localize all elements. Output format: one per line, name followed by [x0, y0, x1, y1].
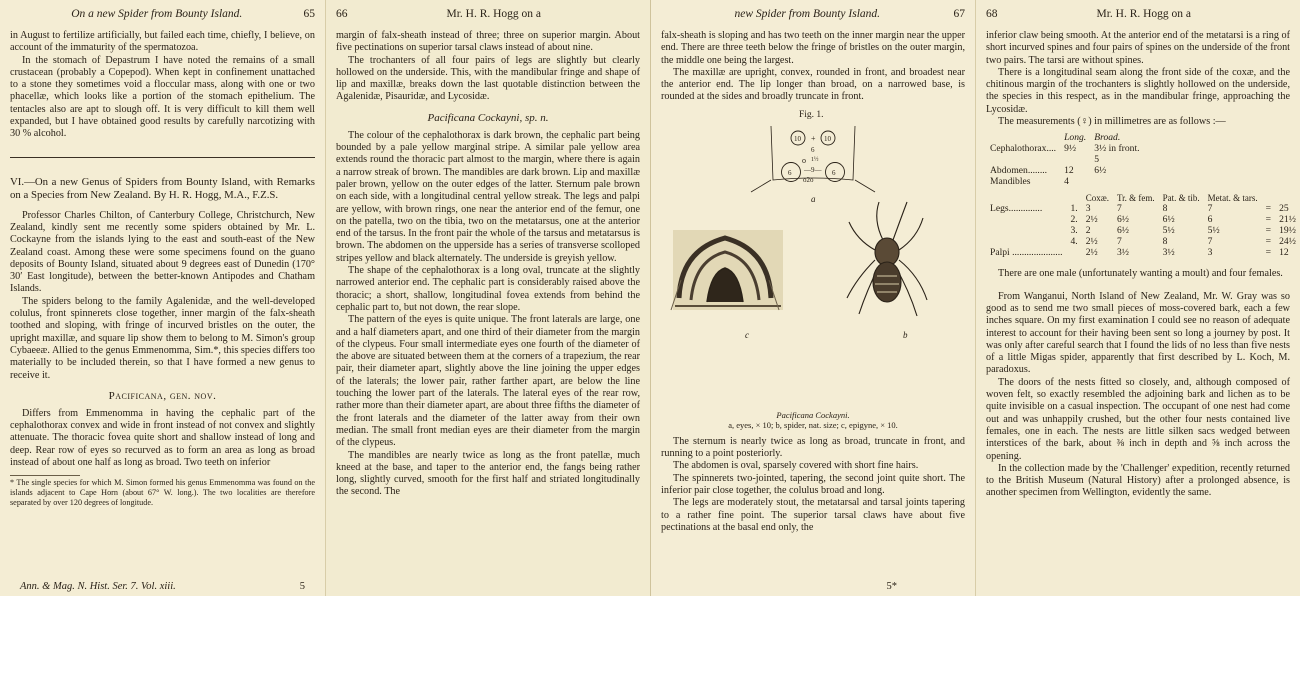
cell: 5½	[1162, 225, 1175, 237]
cell: 2	[1085, 225, 1091, 237]
table-row	[986, 214, 1300, 225]
row-label: Legs..............	[990, 203, 1043, 215]
body-text	[661, 30, 965, 104]
page-number: 67	[953, 8, 965, 20]
paragraph: Differs from Emmenomma in having the cephalic part of the cephalothorax convex and wide in front instead of not convex and slightly attenuate. The thoracic fovea quite short and shallow instead of long and deep. Rear row of eyes so recurved as to form an area as long as broad instead of about one half as long as broad. Two teeth on inferior	[10, 407, 315, 469]
label-a: a	[811, 193, 816, 204]
running-head	[986, 8, 1290, 22]
cell: 4	[1064, 176, 1069, 188]
signature-mark: 5*	[886, 581, 897, 592]
running-head-title: On a new Spider from Bounty Island.	[71, 8, 243, 20]
figure-1	[661, 110, 965, 410]
footer-journal: Ann. & Mag. N. Hist. Ser. 7. Vol. xiii.	[20, 581, 176, 592]
bottom-margin	[0, 596, 1300, 684]
measurements-body-table	[986, 132, 1144, 187]
paragraph: There is a longitudinal seam along the front side of the coxæ, and the chitinous margin of the trochanters is slightly hollowed on the underside, the species in this respect, as in the mandibular fringe, approaching the Lycosidæ.	[986, 66, 1290, 115]
epigyne-drawing	[671, 230, 783, 310]
cell: 3½	[1116, 247, 1129, 259]
paragraph: The legs are moderately stout, the metatarsal and tarsal joints tapering to a rather fine point. The superior tarsal claws have about five pectinations at the basal end only, the	[661, 497, 965, 533]
table-row	[986, 143, 1144, 154]
svg-text:6: 6	[811, 145, 815, 154]
section-divider	[10, 157, 315, 158]
page-number: 68	[986, 8, 998, 20]
paragraph: The pattern of the eyes is quite unique. The front laterals are large, one and a half diameters apart, and one third of their diameter from the margin of the clypeus. Four small intermediate eyes one fourth of the diameter of the above are situated between them at the corners of a trapezium, the rear pair, their diameter apart, slightly above the line joining the upper edges of the laterals; the lower pair, rather farther apart, are below the line touching the lower part of the laterals. The lateral eyes of the rear row, rather more than their diameter apart, are about three fifths the diameter of the front laterals and the diameter of the latter away from their own median. The small front median eyes are their diameter from the margin of the clypeus.	[336, 314, 640, 449]
label-c: c	[745, 329, 749, 340]
table-row	[986, 225, 1300, 236]
row-label: Mandibles	[990, 176, 1031, 188]
cell: 12	[1279, 247, 1289, 259]
running-head	[10, 8, 315, 22]
header-broad: Broad.	[1094, 132, 1121, 144]
svg-text:10: 10	[794, 134, 801, 143]
cell: 7	[1207, 236, 1213, 248]
paragraph: The doors of the nests fitted so closely, and, although composed of woven felt, so exactly resembled the adjoining bark and lichen as to be quite invisible on a casual inspection. The occupant of one nest had come out and was unhappily crushed, but the other four nests contained live females, one in each. The nests are little silken sacs wedged between interstices of the bark, about ⅜ inch in depth and ⅝ inch across the opening.	[986, 376, 1290, 462]
column-header: Pat. & tib.	[1162, 193, 1200, 204]
svg-text:o: o	[802, 155, 806, 165]
page-number: 66	[336, 8, 348, 20]
body-text	[986, 30, 1290, 128]
paragraph: inferior claw being smooth. At the anterior end of the metatarsi is a ring of short incurved spines and four pairs of spines on the underside of the front two pairs. The tarsi are without spines.	[986, 30, 1290, 66]
figure-caption-name: Pacificana Cockayni.	[776, 409, 850, 420]
figure-illustration	[661, 110, 966, 410]
genus-heading: Pacificana, gen. nov.	[108, 389, 217, 402]
paragraph: The trochanters of all four pairs of legs are slightly but clearly hollowed on the underside. This, with the mandibular fringe and shape of lip and maxillæ, breaks down the last quotable distinction between the Agalenidæ, Pisauridæ, and Lycosidæ.	[336, 54, 640, 103]
header-long: Long.	[1064, 132, 1087, 144]
cell: 5	[1094, 154, 1099, 166]
cell: 2½	[1085, 236, 1098, 248]
cell: 12	[1064, 165, 1074, 177]
column-header: Metat. & tars.	[1207, 193, 1258, 204]
cell: 8	[1162, 236, 1168, 248]
paragraph: The sternum is nearly twice as long as broad, truncate in front, and running to a point posteriorly.	[661, 435, 965, 460]
paragraph: The colour of the cephalothorax is dark brown, the cephalic part being bounded by a pale yellow marginal stripe. A similar pale yellow area extends round the thoracic part almost to the margin, where there is again a narrow streak of brown. The mandibles are dark brown. Lip and maxillæ paler brown, yellow on the outer edges of the latter. Sternum pale brown on each side, with a longitudinal central yellow streak. The legs and palpi are yellow, with brown rings, one near the anterior end of the femur, one on the patella, two on the tibia, two on the metatarsus, one at the anterior end of the tarsus. In the front pair the whole of the tarsus and metatarsus is brown. The abdomen on the upperside has a series of transverse scolloped stripes yellow and black alternately. The underside is greyish yellow.	[336, 129, 640, 264]
paragraph: margin of falx-sheath instead of three; three on superior margin. About five pectinations on superior tarsal claws instead of about nine.	[336, 30, 640, 54]
measurements-legs-table	[986, 193, 1300, 258]
cell: 7	[1207, 203, 1213, 215]
page-67	[650, 0, 975, 596]
svg-text:—9—: —9—	[804, 165, 822, 174]
cell: 19½	[1279, 225, 1296, 237]
running-head-title: Mr. H. R. Hogg on a	[446, 8, 542, 20]
svg-text:o2o: o2o	[803, 175, 814, 184]
paragraph: The spiders belong to the family Agalenidæ, and the well-developed colulus, front spinnerets close together, inner margin of the falx-sheath toothed and sloping, with fringe of incurved bristles on the outer, the upright maxillæ, and square lip show them to belong to M. Simon's group Cybaeeæ. Allied to the genus Emmenomma, Sim.*, this species differs too materially to be included therein, so that I have formed a new genus to receive it.	[10, 295, 315, 381]
row-label: Palpi .....................	[990, 247, 1063, 259]
paragraph: Professor Charles Chilton, of Canterbury College, Christchurch, New Zealand, kindly sent me recently some spiders obtained by Mr. L. Cockayne from the islands lying to the east and south-east of the New Zealand coast. Among these were some specimens found on the guano deposits of Bounty Island, situated about 9 degrees east of Dunedin (170° 30′ East longitude), between the better-known Antipodes and Chatham Islands.	[10, 209, 315, 295]
row-label: Cephalothorax....	[990, 143, 1057, 155]
body-text	[336, 130, 640, 499]
cell: =	[1265, 203, 1272, 215]
page-footer	[20, 581, 305, 592]
paragraph: In the collection made by the 'Challenger' expedition, recently returned to the British Museum (Natural History) after a prolonged absence, is another specimen from Wellington, evidently the same.	[986, 462, 1290, 499]
svg-text:6: 6	[788, 168, 792, 177]
paragraph: The mandibles are nearly twice as long as the front patellæ, much kneed at the base, and taper to the anterior end, the fangs being rather long, slightly curved, smooth for the first half and striated longitudinally the second. The	[336, 449, 640, 498]
paragraph: From Wanganui, North Island of New Zealand, Mr. W. Gray was so good as to send me two small pieces of moss-covered bark, each a few inches square. On my first examination I could see no reason of adequate interest to account for their having been sent so long a journey by post. It was only after careful search that I found the lids of no less than five nests of a little Migas spider, apparently that first described by L. Koch, M. paradoxus.	[986, 290, 1290, 376]
page-68	[975, 0, 1300, 596]
paragraph: in August to fertilize artificially, but failed each time, chiefly, I believe, on account of the immaturity of the spermatozoa.	[10, 30, 315, 54]
paragraph: The maxillæ are upright, convex, rounded in front, and broadest near the anterior end. The lip longer than broad, on a narrowed base, is rounded at the sides and broadly truncate in front.	[661, 66, 965, 103]
body-text	[336, 30, 640, 104]
cell: 25	[1279, 203, 1289, 215]
running-head-title: new Spider from Bounty Island.	[734, 8, 881, 20]
body-text	[10, 408, 315, 469]
row-label: Abdomen........	[990, 165, 1048, 177]
cell: 21½	[1279, 214, 1296, 226]
running-head	[661, 8, 965, 22]
running-head	[336, 8, 640, 22]
table-row	[986, 247, 1300, 258]
cell: =	[1265, 225, 1272, 237]
article-title: VI.—On a new Genus of Spiders from Bounty Island, with Remarks on a Species from New Zealand. By H. R. Hogg, M.A., F.Z.S.	[10, 175, 315, 201]
cell: 24½	[1279, 236, 1296, 248]
table-row	[986, 203, 1300, 214]
paragraph: The abdomen is oval, sparsely covered with short fine hairs.	[673, 460, 919, 472]
paragraph: The spinnerets two-jointed, tapering, the second joint quite short. The inferior pair close together, the colulus broad and long.	[661, 472, 965, 496]
paragraph: In the stomach of Depastrum I have noted the remains of a small crustacean (probably a Copepod). When kept in confinement unattached to a stone they sometimes void a floccular mass, along with one or two phacellæ, which looks like a portion of the stomach epithelium. The tentacles also are apt to slough off. It is very difficult to kill them well expanded, but I have obtained good results by carefully narcotizing with 30 % alcohol.	[10, 54, 315, 140]
page-66	[325, 0, 650, 596]
table-row	[986, 176, 1144, 187]
cell: 7	[1116, 236, 1122, 248]
cell: 3	[1207, 247, 1213, 259]
cell: 5½	[1207, 225, 1220, 237]
page-65	[0, 0, 325, 596]
table-row	[986, 236, 1300, 247]
cell: 6	[1207, 214, 1213, 226]
footnote: * The single species for which M. Simon formed his genus Emmenomma was found on the islands adjacent to Cape Horn (about 67° W. long.). The two localities are therefore separated by over 120 degrees of longitude.	[10, 478, 315, 507]
cell: 6½	[1094, 165, 1107, 177]
body-text	[661, 436, 965, 534]
cell: 6½	[1162, 214, 1175, 226]
label-b: b	[903, 329, 908, 340]
cell: 9½	[1064, 143, 1077, 155]
column-header: Coxæ.	[1085, 193, 1109, 204]
eye-diagram	[751, 126, 875, 192]
svg-text:10: 10	[824, 134, 831, 143]
cell: 2½	[1085, 247, 1098, 259]
svg-text:6: 6	[832, 168, 836, 177]
cell: =	[1265, 247, 1272, 259]
cell: 2.	[1070, 214, 1078, 226]
cell: 3½	[1162, 247, 1175, 259]
paragraph: falx-sheath is sloping and has two teeth on the inner margin near the upper end. There are three teeth below the fringe of bristles on the outer margin, the middle one being the largest.	[661, 30, 965, 66]
cell: 3½ in front.	[1094, 143, 1140, 155]
cell: 7	[1116, 203, 1122, 215]
cell: 4.	[1070, 236, 1078, 248]
svg-text:+: +	[811, 133, 816, 143]
spider-drawing	[847, 202, 927, 316]
table-row	[986, 165, 1144, 176]
cell: 1.	[1070, 203, 1078, 215]
body-text	[10, 30, 315, 141]
species-heading: Pacificana Cockayni, sp. n.	[427, 111, 549, 124]
cell: 6½	[1116, 214, 1129, 226]
body-text	[10, 210, 315, 382]
body-text	[986, 268, 1290, 499]
figure-caption: a, eyes, × 10; b, spider, nat. size; c, epigyne, × 10.	[728, 419, 898, 430]
signature-mark: 5	[299, 581, 305, 592]
column-header: Tr. & fem.	[1116, 193, 1155, 204]
figure-title: Fig. 1.	[799, 109, 824, 120]
paragraph: The measurements (♀) in millimetres are as follows :—	[998, 116, 1226, 128]
paragraph: The shape of the cephalothorax is a long oval, truncate at the slightly narrowed anterior end. The cephalic part is considerably raised above the thoracic; a short, shallow, longitudinal fovea extends from behind the cephalic part to, but not down, the rear slope.	[336, 265, 640, 313]
cell: 6½	[1116, 225, 1129, 237]
cell: 3	[1085, 203, 1091, 215]
paragraph: There are one male (unfortunately wanting a moult) and four females.	[998, 268, 1283, 280]
cell: =	[1265, 236, 1272, 248]
cell: =	[1265, 214, 1272, 226]
table-row	[986, 154, 1144, 165]
running-head-title: Mr. H. R. Hogg on a	[1096, 8, 1192, 20]
cell: 8	[1162, 203, 1168, 215]
cell: 3.	[1070, 225, 1078, 237]
svg-text:1½: 1½	[811, 156, 819, 163]
page-number: 65	[303, 8, 315, 20]
cell: 2½	[1085, 214, 1098, 226]
